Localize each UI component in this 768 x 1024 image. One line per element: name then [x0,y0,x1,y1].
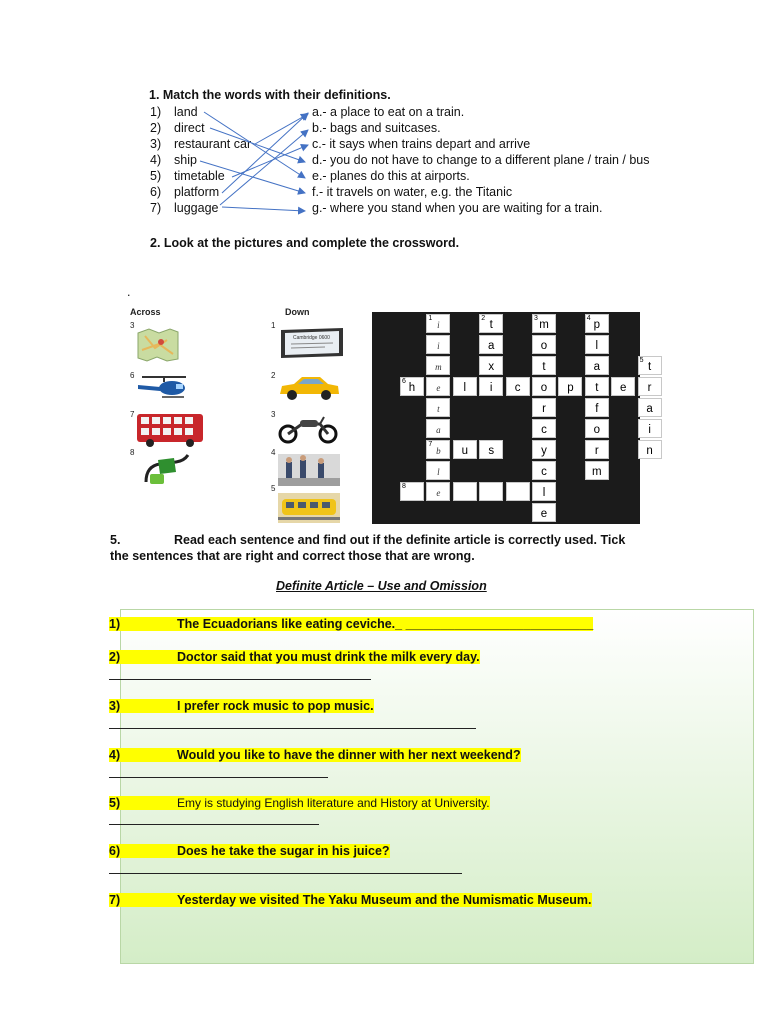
crossword-letter: m [539,319,549,331]
crossword-letter: a [646,403,653,415]
crossword-cell[interactable] [558,377,582,396]
clue-num: 2 [271,371,276,380]
crossword-letter: a [436,425,441,435]
exercise2-title: 2. Look at the pictures and complete the crossword. [150,236,460,250]
crossword-letter: a [487,340,495,352]
crossword-letter: t [489,319,493,331]
crossword-cell[interactable] [479,440,503,459]
sentence-number: 6) [109,844,177,858]
crossword-cell[interactable] [585,419,609,438]
sentence-text: The Ecuadorians like eating ceviche._ ___________________________ [177,617,594,631]
crossword-letter: l [595,340,599,352]
crossword-cell[interactable] [426,482,450,501]
matching-definition[interactable]: c.- it says when trains depart and arrive [312,137,531,151]
clue-num: 3 [130,321,135,330]
crossword-clue-number: 1 [428,315,433,322]
crossword-clue-number: 3 [534,315,538,322]
crossword-letter: e [436,383,441,393]
crossword-letter: r [594,445,599,457]
crossword-letter: l [463,382,467,394]
crossword-cell[interactable] [585,314,609,333]
exercise5-subtitle: Definite Article – Use and Omission [276,579,487,593]
crossword-cell[interactable] [426,398,450,417]
exercise1-title: 1. Match the words with their definitions. [149,88,391,102]
crossword-cell[interactable] [532,377,556,396]
crossword-cell[interactable] [479,377,503,396]
matching-word[interactable]: timetable [174,169,225,183]
crossword-clue-number: 8 [402,483,406,490]
sentence-number: 3) [109,699,177,713]
crossword-cell[interactable] [585,440,609,459]
crossword-cell[interactable] [479,356,503,375]
exercise5-instruction-line2: the sentences that are right and correct those that are wrong. [110,549,475,563]
answer-line[interactable] [109,679,371,680]
crossword-cell[interactable] [426,419,450,438]
crossword-grid [372,312,653,524]
crossword-letter: i [489,382,493,394]
crossword-cell[interactable] [532,356,556,375]
crossword-cell[interactable] [532,335,556,354]
crossword-cell[interactable] [611,377,635,396]
crossword-cell[interactable] [400,377,424,396]
crossword-letter: y [541,445,547,457]
bus-icon [136,412,204,448]
arrow-luggage-b [220,130,308,205]
crossword-letter: h [408,382,416,394]
timetable-screen-icon [277,326,345,360]
matching-definition[interactable]: d.- you do not have to change to a different plane / train / bus [312,153,650,167]
crossword-letter: p [593,319,600,331]
matching-definition[interactable]: g.- where you stand when you are waiting for a train. [312,201,603,215]
matching-word[interactable]: ship [174,153,197,167]
exercise5-number: 5. [110,533,121,547]
sentence-text: Emy is studying English literature and History at University. [177,796,490,810]
crossword-letter: i [648,424,651,436]
crossword-cell[interactable] [585,356,609,375]
crossword-letter: n [646,445,653,457]
crossword-cell[interactable] [585,461,609,480]
crossword-letter: t [647,361,652,373]
clue-num: 6 [130,371,135,380]
crossword-letter: u [461,445,468,457]
crossword-letter: t [437,404,440,414]
across-heading: Across [130,307,161,317]
crossword-letter: x [488,361,495,373]
crossword-letter: t [542,361,546,373]
crossword-cell[interactable] [453,377,477,396]
crossword-letter: l [542,487,546,499]
matching-word[interactable]: platform [174,185,220,199]
crossword-letter: e [619,382,627,394]
crossword-clue-number: 5 [639,357,644,364]
clue-num: 8 [130,448,135,457]
crossword-cell[interactable] [400,482,424,501]
crossword-clue-number: 2 [481,315,486,322]
motorcycle-icon [276,414,340,444]
crossword-cell[interactable] [638,356,662,375]
matching-number: 6) [150,185,162,199]
crossword-cell[interactable] [532,419,556,438]
crossword-letter: s [488,445,495,457]
exercise5-instruction-line1: Read each sentence and find out if the definite article is correctly used. Tick [174,533,626,547]
sentence-number: 1) [109,617,177,631]
crossword-letter: o [540,382,548,394]
sentence-text: Yesterday we visited The Yaku Museum and the Numismatic Museum. [177,893,592,907]
crossword-letter: e [540,508,548,520]
matching-number: 2) [150,121,162,135]
crossword-clue-number: 4 [586,315,591,322]
crossword-cell[interactable] [532,482,556,501]
answer-line[interactable] [109,824,319,825]
matching-number: 5) [150,169,162,183]
crossword-cell[interactable] [585,335,609,354]
sentence-text: Would you like to have the dinner with her next weekend? [177,748,521,762]
crossword-cell[interactable] [585,377,609,396]
crossword-cell[interactable] [532,314,556,333]
sentence-number: 5) [109,796,177,810]
crossword-clue-number: 6 [402,378,406,385]
matching-word[interactable]: direct [174,121,205,135]
crossword-letter: c [541,466,547,478]
crossword-cell[interactable] [426,314,450,333]
crossword-cell[interactable] [585,398,609,417]
crossword-letter: r [647,382,652,394]
sentence-text: I prefer rock music to pop music. [177,699,374,713]
crossword-letter: t [595,382,599,394]
clue-num: 3 [271,410,276,419]
crossword-letter: b [436,446,441,456]
crossword-cell[interactable] [453,482,477,501]
matching-number: 1) [150,105,162,119]
crossword-letter: m [435,362,442,372]
crossword-cell[interactable] [426,335,450,354]
crossword-cell[interactable] [638,398,662,417]
picture-clues-panel [126,302,366,524]
crossword-cell[interactable] [532,503,556,522]
crossword-cell[interactable] [532,440,556,459]
train-icon [278,493,340,523]
clue-num: 4 [271,448,276,457]
sentence-number: 4) [109,748,177,762]
crossword-letter: m [592,466,602,478]
matching-definition[interactable]: f.- it travels on water, e.g. the Titanic [312,185,513,199]
crossword-cell[interactable] [638,419,662,438]
sentence-text: Does he take the sugar in his juice? [177,844,390,858]
crossword-cell[interactable] [426,440,450,459]
answer-line[interactable] [109,728,476,729]
matching-definition[interactable]: a.- a place to eat on a train. [312,105,465,119]
crossword-cell[interactable] [638,440,662,459]
crossword-letter: i [437,320,440,330]
crossword-cell[interactable] [426,377,450,396]
clue-num: 5 [271,484,276,493]
crossword-letter: f [595,403,599,415]
crossword-cell[interactable] [506,482,530,501]
crossword-cell[interactable] [506,377,530,396]
matching-number: 7) [150,201,162,215]
sentence-number: 2) [109,650,177,664]
matching-word[interactable]: land [174,105,198,119]
crossword-cell[interactable] [638,377,662,396]
crossword-letter: a [593,361,600,373]
matching-number: 4) [150,153,162,167]
crossword-letter: i [437,341,440,351]
platform-people-icon [278,454,340,486]
crossword-cell[interactable] [426,356,450,375]
crossword-letter: c [541,424,547,436]
crossword-cell[interactable] [453,440,477,459]
taxi-icon [276,374,342,402]
crossword-letter: r [542,403,546,415]
clue-num: 1 [271,321,276,330]
arrow-luggage-g [222,207,305,211]
matching-arrows [0,0,768,240]
crossword-cell[interactable] [479,482,503,501]
crossword-cell[interactable] [426,461,450,480]
crossword-letter: o [540,340,548,352]
sentence-text: Doctor said that you must drink the milk every day. [177,650,480,664]
crossword-letter: c [514,382,521,394]
crossword-cell[interactable] [479,314,503,333]
map-icon [137,328,179,362]
clue-num: 7 [130,410,135,419]
sentence-number: 7) [109,893,177,907]
crossword-letter: e [436,488,441,498]
matching-definition[interactable]: e.- planes do this at airports. [312,169,470,183]
screen-text: Cambridge 0600 [293,335,330,341]
crossword-letter: p [567,382,574,394]
crossword-clue-number: 7 [428,441,433,448]
crossword-letter: l [437,467,440,477]
matching-definition[interactable]: b.- bags and suitcases. [312,121,441,135]
matching-word[interactable]: restaurant car [174,137,252,151]
answer-line[interactable] [109,777,328,778]
crossword-cell[interactable] [532,398,556,417]
crossword-letter: o [593,424,600,436]
helicopter-icon [134,374,204,400]
crossword-cell[interactable] [479,335,503,354]
stray-dot: . [127,285,131,299]
answer-line[interactable] [109,873,462,874]
down-heading: Down [285,307,310,317]
crossword-cell[interactable] [532,461,556,480]
matching-number: 3) [150,137,162,151]
matching-word[interactable]: luggage [174,201,219,215]
arrow-restaurant-a [255,114,308,144]
petrol-pump-icon [140,452,198,488]
